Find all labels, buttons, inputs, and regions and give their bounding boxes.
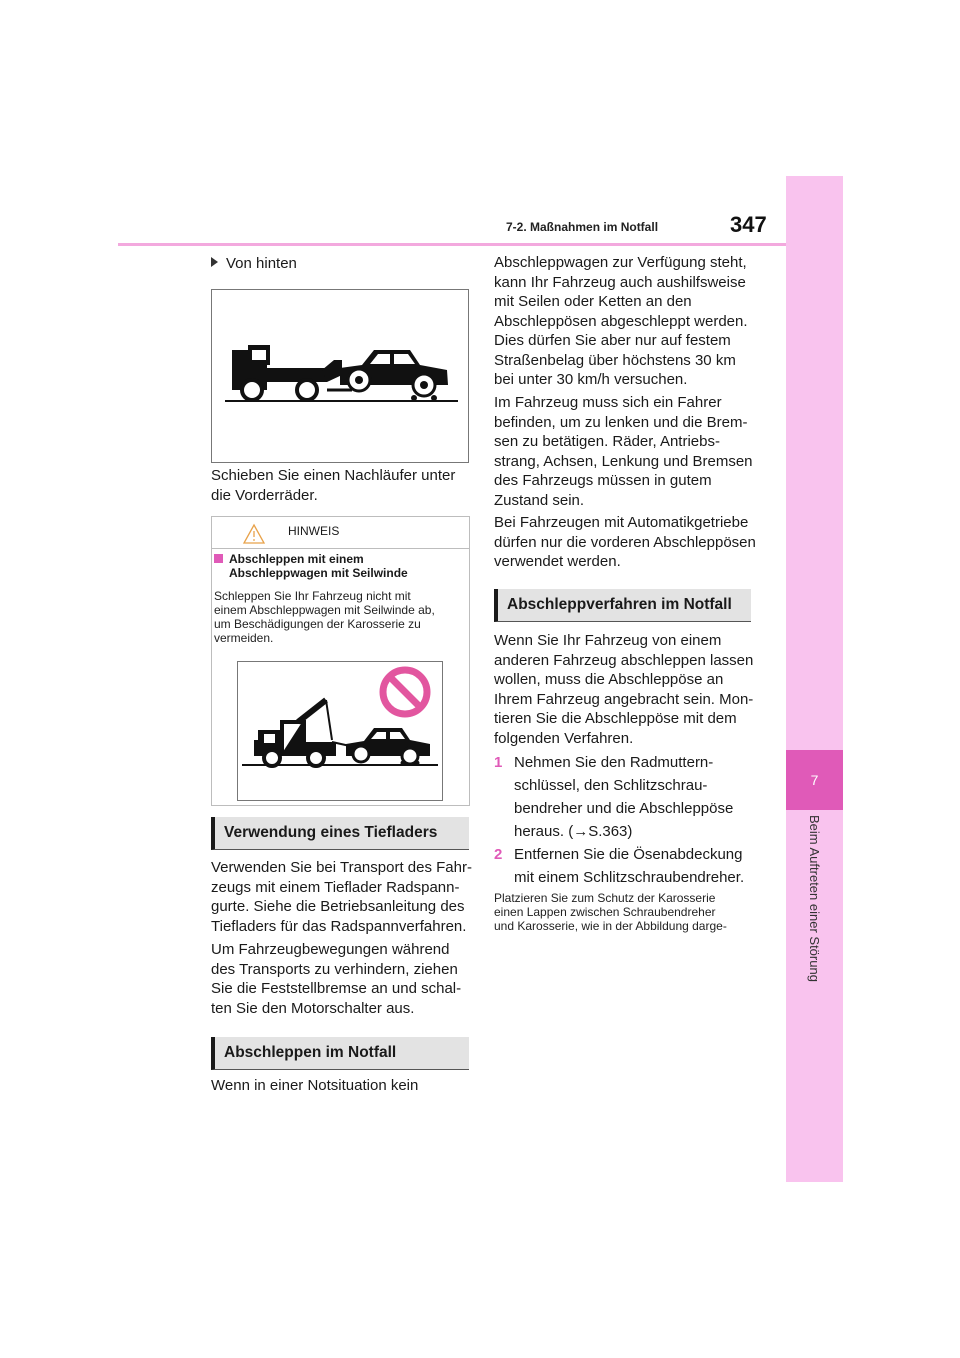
text-line: des Fahrzeugs müssen in gutem <box>494 472 712 489</box>
figure-tow-from-rear <box>211 289 469 463</box>
text-line: Ihrem Fahrzeug angebracht sein. Mon- <box>494 690 754 708</box>
text-line: Wenn in einer Notsituation kein <box>211 1077 419 1094</box>
paragraph-abschleppwagen <box>494 253 756 390</box>
notice-title-line: Abschleppen mit einem <box>229 552 364 566</box>
triangle-bullet-icon <box>211 257 218 267</box>
text-line: des Transports zu verhindern, ziehen <box>211 960 458 978</box>
paragraph-fahrer <box>494 393 756 510</box>
paragraph-feststellbremse <box>211 940 473 1018</box>
text-line: vermeiden. <box>214 631 274 645</box>
heading-notfall: Abschleppen im Notfall <box>211 1037 469 1070</box>
text-line: mit Seilen oder Ketten an den <box>494 293 692 310</box>
step-number: 2 <box>494 846 503 863</box>
text-line: um Beschädigungen der Karosserie zu <box>214 617 421 631</box>
text-line: Tiefladers für das Radspannverfahren. <box>211 917 467 935</box>
step-text <box>494 751 756 843</box>
text-line: Nehmen Sie den Radmuttern- <box>514 754 714 771</box>
text-line: heraus. (→S.363) <box>514 823 633 840</box>
chapter-title-text: Beim Auftreten einer Störung <box>807 815 822 982</box>
text-line: bendreher und die Abschleppöse <box>514 800 734 817</box>
text-line: ten Sie den Motorschalter aus. <box>211 999 415 1017</box>
text-line: Bei Fahrzeugen mit Automatikgetriebe <box>494 514 749 531</box>
text-line: befinden, um zu lenken und die Brem- <box>494 413 748 431</box>
text-line: Verwenden Sie bei Transport des Fahr- <box>211 859 472 876</box>
notice-label: HINWEIS <box>288 524 340 538</box>
text-line: die Vorderräder. <box>211 486 318 504</box>
text-line: Um Fahrzeugbewegungen während <box>211 941 450 958</box>
notice-text <box>214 589 466 645</box>
text-line: bei unter 30 km/h versuchen. <box>494 371 688 388</box>
chapter-title <box>786 815 843 1015</box>
text-line: Wenn Sie Ihr Fahrzeug von einem <box>494 632 722 649</box>
figure-winch-prohibited <box>237 661 443 801</box>
text-line: dürfen nur die vorderen Abschleppösen <box>494 533 756 551</box>
text-line: Straßenbelag über höchstens 30 km <box>494 351 736 369</box>
text-line: Platzieren Sie zum Schutz der Karosserie <box>494 891 716 905</box>
tow-truck-rear-illustration <box>212 290 468 462</box>
text-line: kann Ihr Fahrzeug auch aushilfsweise <box>494 273 746 291</box>
step-1 <box>494 751 756 843</box>
text-line: mit einem Schlitzschraubendreher. <box>514 869 745 886</box>
text-line: schlüssel, den Schlitzschrau- <box>514 777 708 794</box>
text-line: anderen Fahrzeug abschleppen lassen <box>494 651 754 669</box>
paragraph-abschleppoese <box>494 631 756 748</box>
chapter-side-tab <box>786 176 843 1182</box>
text-line: einen Lappen zwischen Schraubendreher <box>494 905 716 919</box>
bullet-heading-text: Von hinten <box>226 255 297 272</box>
text-line: verwendet werden. <box>494 553 621 570</box>
notice-title <box>214 552 408 580</box>
header-rule <box>118 243 786 246</box>
step-2 <box>494 843 756 889</box>
step-number: 1 <box>494 754 503 771</box>
notice-title-line: Abschleppwagen mit Seilwinde <box>229 566 408 580</box>
text-line: Abschleppwagen zur Verfügung steht, <box>494 254 747 271</box>
winch-tow-prohibited-illustration <box>238 662 442 800</box>
square-bullet-icon <box>214 554 223 563</box>
section-title: 7-2. Maßnahmen im Notfall <box>506 220 659 234</box>
text-line: Entfernen Sie die Ösenabdeckung <box>514 846 743 863</box>
paragraph-notsituation <box>211 1076 473 1096</box>
notice-header <box>212 517 469 549</box>
text-line: tieren Sie die Abschleppöse mit dem <box>494 710 737 727</box>
step-text <box>494 843 756 889</box>
text-line: und Karosserie, wie in der Abbildung darge- <box>494 919 727 933</box>
paragraph-nachlaeufer <box>211 466 471 505</box>
text-line: einem Abschleppwagen mit Seilwinde ab, <box>214 603 435 617</box>
text-line: strang, Achsen, Lenkung und Bremsen <box>494 452 753 470</box>
page-number: 347 <box>730 212 767 237</box>
notice-box <box>211 516 470 806</box>
heading-verfahren: Abschleppverfahren im Notfall <box>494 589 751 622</box>
text-line: Abschleppösen abgeschleppt werden. <box>494 312 748 330</box>
warning-triangle-icon <box>242 523 266 545</box>
text-line: Dies dürfen Sie aber nur auf festem <box>494 332 731 349</box>
chapter-number: 7 <box>786 750 843 810</box>
note-lappen <box>494 891 756 933</box>
text-line: Zustand sein. <box>494 491 585 509</box>
heading-tieflader: Verwendung eines Tiefladers <box>211 817 469 850</box>
text-line: Schieben Sie einen Nachläufer unter <box>211 467 456 484</box>
text-line: Schleppen Sie Ihr Fahrzeug nicht mit <box>214 589 411 603</box>
text-line: Sie die Feststellbremse an und schal- <box>211 980 462 997</box>
text-line: Im Fahrzeug muss sich ein Fahrer <box>494 394 722 411</box>
text-line: sen zu betätigen. Räder, Antriebs- <box>494 433 720 450</box>
text-line: folgenden Verfahren. <box>494 729 634 747</box>
paragraph-radspanngurte <box>211 858 473 936</box>
bullet-heading <box>211 255 297 272</box>
paragraph-automatikgetriebe <box>494 513 756 572</box>
text-line: gurte. Siehe die Betriebsanleitung des <box>211 898 465 915</box>
text-line: wollen, muss die Abschleppöse an <box>494 671 724 688</box>
text-line: zeugs mit einem Tieflader Radspann- <box>211 878 460 896</box>
